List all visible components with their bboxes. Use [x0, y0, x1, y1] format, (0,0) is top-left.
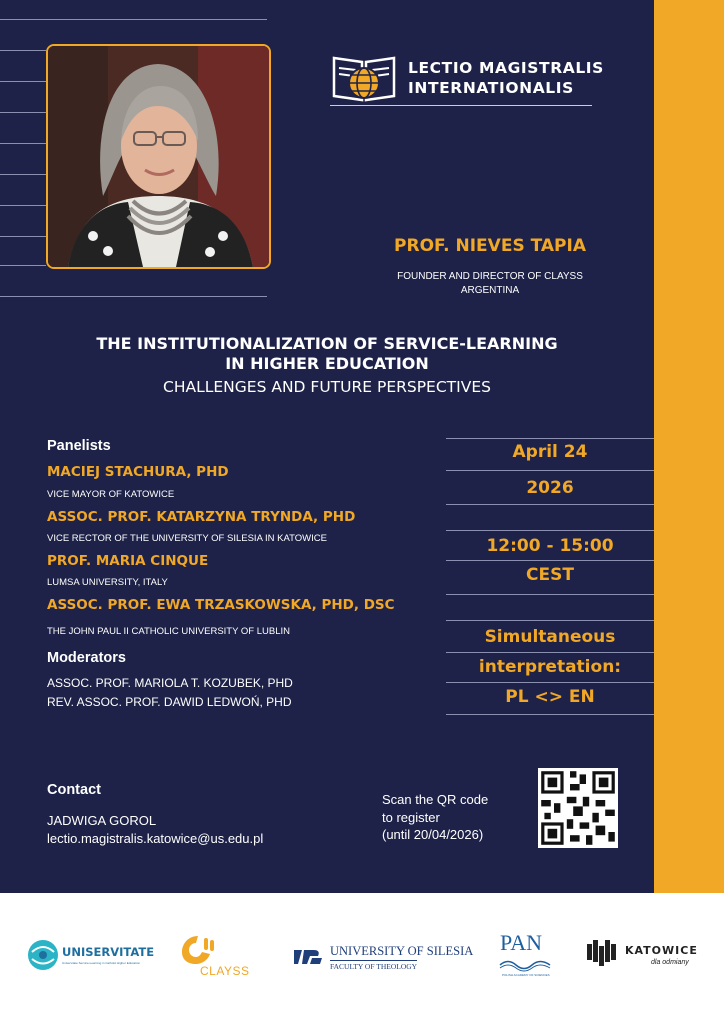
silesia-name: UNIVERSITY OF SILESIA [330, 944, 474, 958]
speaker-photo [46, 44, 271, 269]
program-name-line1: LECTIO MAGISTRALIS [408, 59, 604, 77]
panelist-name: PROF. MARIA CINQUE [47, 553, 209, 569]
interpretation-line2: interpretation: [478, 657, 622, 677]
panelist-name: MACIEJ STACHURA, PHD [47, 464, 229, 480]
moderator-name: REV. ASSOC. PROF. DAWID LEDWOŃ, PHD [47, 695, 292, 709]
logo-underline [330, 105, 592, 106]
speaker-name: PROF. NIEVES TAPIA [394, 236, 586, 256]
panelist-role: VICE MAYOR OF KATOWICE [47, 489, 175, 500]
university-of-silesia-logo [292, 930, 472, 980]
pan-name: PAN [500, 930, 542, 955]
deco-line [0, 112, 46, 113]
interpretation-languages: PL <> EN [505, 687, 595, 707]
info-divider [446, 530, 654, 531]
info-divider [446, 560, 654, 561]
panelist-name: ASSOC. PROF. EWA TRZASKOWSKA, PHD, DSC [47, 597, 395, 613]
uniservitate-logo [26, 930, 156, 980]
pan-tagline: POLISH ACADEMY OF SCIENCES [502, 973, 550, 977]
panelist-role: VICE RECTOR OF THE UNIVERSITY OF SILESIA IN KATOWICE [47, 533, 327, 544]
program-logo [330, 50, 604, 108]
orange-stripe [654, 0, 724, 893]
clayss-name: CLAYSS [200, 964, 250, 978]
uniservitate-globe-icon [26, 938, 60, 972]
speaker-role-line1: FOUNDER AND DIRECTOR OF CLAYSS [397, 271, 583, 282]
deco-line [0, 19, 267, 20]
moderators-heading: Moderators [47, 650, 126, 666]
katowice-tagline: dla odmiany [651, 959, 689, 966]
katowice-emblem-icon [585, 936, 619, 970]
deco-line [0, 296, 267, 297]
info-divider [446, 470, 654, 471]
panelists-heading: Panelists [47, 438, 111, 454]
lecture-title-line2: IN HIGHER EDUCATION [225, 354, 429, 373]
lecture-title-line1: THE INSTITUTIONALIZATION OF SERVICE-LEARNING [96, 334, 558, 353]
deco-line [0, 50, 46, 51]
speaker-role-line2: ARGENTINA [460, 285, 520, 296]
program-name-line2: INTERNATIONALIS [408, 79, 574, 97]
pan-wave-icon [498, 958, 554, 972]
event-time: 12:00 - 15:00 [486, 536, 614, 556]
silesia-faculty: FACULTY OF THEOLOGY [330, 962, 418, 971]
deco-line [0, 236, 46, 237]
register-line2: to register [382, 810, 440, 825]
register-line3: (until 20/04/2026) [382, 827, 484, 842]
event-date: April 24 [512, 442, 588, 462]
moderator-name: ASSOC. PROF. MARIOLA T. KOZUBEK, PHD [47, 676, 293, 690]
event-year: 2026 [526, 478, 574, 498]
program-name [408, 58, 604, 98]
deco-line [0, 81, 46, 82]
info-divider [446, 652, 654, 653]
silesia-emblem-icon [292, 946, 324, 968]
contact-email-link[interactable]: lectio.magistralis.katowice@us.edu.pl [47, 831, 264, 846]
info-divider [446, 714, 654, 715]
contact-name: JADWIGA GOROL [47, 813, 157, 828]
info-divider [446, 620, 654, 621]
katowice-name: KATOWICE [625, 944, 698, 957]
panelist-role: LUMSA UNIVERSITY, ITALY [47, 577, 168, 588]
deco-line [0, 174, 46, 175]
open-book-globe-icon [330, 50, 398, 106]
panelist-name: ASSOC. PROF. KATARZYNA TRYNDA, PHD [47, 509, 356, 525]
uniservitate-name: UNISERVITATE [62, 945, 155, 959]
pan-logo [496, 930, 560, 980]
deco-line [0, 205, 46, 206]
event-timezone: CEST [526, 565, 574, 585]
uniservitate-tagline: Uniservitate Service-Learning in Catholic Higher Education [62, 961, 141, 965]
speaker-role [340, 270, 640, 298]
info-divider [446, 594, 654, 595]
clayss-logo [178, 930, 262, 980]
deco-line [0, 143, 46, 144]
info-divider [446, 682, 654, 683]
clayss-hand-icon [180, 932, 220, 966]
panelist-role: THE JOHN PAUL II CATHOLIC UNIVERSITY OF LUBLIN [47, 626, 290, 637]
contact-heading: Contact [47, 782, 101, 798]
info-divider [446, 504, 654, 505]
katowice-logo [585, 930, 700, 980]
info-divider [446, 438, 654, 439]
deco-line [0, 265, 46, 266]
register-line1: Scan the QR code [382, 792, 489, 807]
qr-code-icon[interactable] [538, 768, 618, 848]
lecture-title [0, 334, 654, 374]
interpretation-line1: Simultaneous [484, 627, 616, 647]
lecture-subtitle: CHALLENGES AND FUTURE PERSPECTIVES [163, 378, 491, 396]
